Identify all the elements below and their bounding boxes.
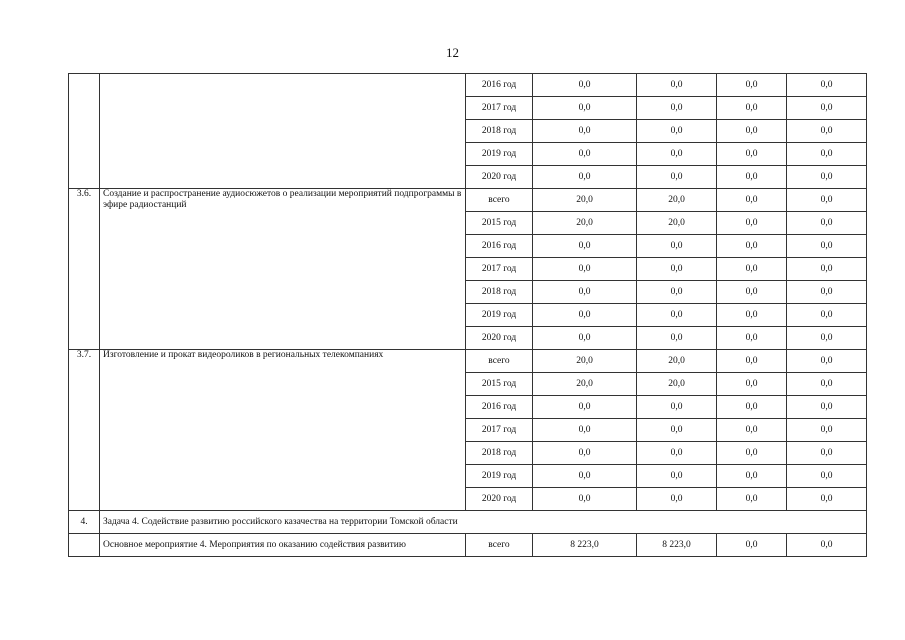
value-cell: 0,0: [533, 327, 637, 350]
value-cell: 0,0: [717, 166, 787, 189]
period-cell: 2017 год: [466, 258, 533, 281]
value-cell: 20,0: [637, 189, 717, 212]
value-cell: 0,0: [637, 235, 717, 258]
value-cell: 0,0: [637, 166, 717, 189]
value-cell: 0,0: [717, 350, 787, 373]
period-cell: 2019 год: [466, 304, 533, 327]
period-cell: 2015 год: [466, 373, 533, 396]
period-cell: 2020 год: [466, 488, 533, 511]
item-name-cell: Изготовление и прокат видеороликов в региональных телекомпаниях: [100, 350, 466, 511]
value-cell: 20,0: [637, 212, 717, 235]
value-cell: 0,0: [533, 97, 637, 120]
period-cell: 2018 год: [466, 281, 533, 304]
value-cell: 0,0: [717, 304, 787, 327]
value-cell: 0,0: [787, 143, 867, 166]
value-cell: 0,0: [717, 189, 787, 212]
value-cell: 20,0: [533, 212, 637, 235]
value-cell: 0,0: [717, 143, 787, 166]
value-cell: 8 223,0: [637, 534, 717, 557]
value-cell: 0,0: [717, 442, 787, 465]
period-cell: 2019 год: [466, 143, 533, 166]
value-cell: 0,0: [717, 281, 787, 304]
value-cell: 0,0: [717, 419, 787, 442]
period-cell: 2017 год: [466, 97, 533, 120]
period-cell: всего: [466, 350, 533, 373]
item-number-cell: [69, 74, 100, 189]
value-cell: 20,0: [533, 189, 637, 212]
value-cell: 0,0: [637, 143, 717, 166]
page-number: 12: [446, 45, 459, 60]
period-cell: 2017 год: [466, 419, 533, 442]
value-cell: 0,0: [637, 304, 717, 327]
period-cell: 2016 год: [466, 74, 533, 97]
value-cell: 0,0: [637, 419, 717, 442]
table-row: [69, 74, 867, 97]
value-cell: 0,0: [787, 488, 867, 511]
task-row: [69, 511, 867, 534]
value-cell: 0,0: [533, 465, 637, 488]
value-cell: 0,0: [637, 488, 717, 511]
value-cell: 0,0: [533, 166, 637, 189]
value-cell: 0,0: [637, 281, 717, 304]
value-cell: 0,0: [787, 304, 867, 327]
value-cell: 20,0: [637, 350, 717, 373]
period-cell: 2018 год: [466, 120, 533, 143]
value-cell: 0,0: [533, 258, 637, 281]
value-cell: 0,0: [787, 97, 867, 120]
value-cell: 0,0: [787, 120, 867, 143]
value-cell: 0,0: [637, 327, 717, 350]
value-cell: 0,0: [787, 166, 867, 189]
value-cell: 0,0: [787, 281, 867, 304]
value-cell: 0,0: [533, 442, 637, 465]
value-cell: 0,0: [533, 281, 637, 304]
value-cell: 0,0: [717, 396, 787, 419]
period-cell: 2020 год: [466, 166, 533, 189]
value-cell: 0,0: [717, 235, 787, 258]
value-cell: 0,0: [637, 258, 717, 281]
value-cell: 0,0: [637, 442, 717, 465]
value-cell: 0,0: [787, 235, 867, 258]
item-name-cell: [100, 74, 466, 189]
value-cell: 0,0: [787, 327, 867, 350]
value-cell: 0,0: [787, 212, 867, 235]
value-cell: 0,0: [533, 304, 637, 327]
item-name-cell: Создание и распространение аудиосюжетов о реализации мероприятий подпрограммы в эфире радиостанций: [100, 189, 466, 350]
value-cell: 20,0: [533, 350, 637, 373]
value-cell: 0,0: [533, 488, 637, 511]
value-cell: 0,0: [787, 396, 867, 419]
value-cell: 0,0: [533, 419, 637, 442]
value-cell: 0,0: [717, 327, 787, 350]
value-cell: 0,0: [787, 350, 867, 373]
main-event-number-cell: [69, 534, 100, 557]
value-cell: 0,0: [533, 396, 637, 419]
period-cell: всего: [466, 189, 533, 212]
value-cell: 0,0: [717, 212, 787, 235]
main-event-row: [69, 534, 867, 557]
task-number-cell: 4.: [69, 511, 100, 534]
table-row: [69, 350, 867, 373]
period-cell: 2016 год: [466, 396, 533, 419]
item-number-cell: 3.7.: [69, 350, 100, 511]
item-number-cell: 3.6.: [69, 189, 100, 350]
value-cell: 0,0: [637, 396, 717, 419]
value-cell: 0,0: [787, 189, 867, 212]
period-cell: 2019 год: [466, 465, 533, 488]
period-cell: 2015 год: [466, 212, 533, 235]
value-cell: 0,0: [787, 465, 867, 488]
value-cell: 0,0: [717, 534, 787, 557]
value-cell: 0,0: [637, 74, 717, 97]
value-cell: 0,0: [637, 120, 717, 143]
period-cell: 2018 год: [466, 442, 533, 465]
table-row: [69, 189, 867, 212]
value-cell: 0,0: [717, 120, 787, 143]
value-cell: 0,0: [533, 74, 637, 97]
value-cell: 0,0: [533, 120, 637, 143]
period-cell: всего: [466, 534, 533, 557]
value-cell: 0,0: [717, 258, 787, 281]
value-cell: 0,0: [717, 373, 787, 396]
period-cell: 2016 год: [466, 235, 533, 258]
value-cell: 0,0: [717, 465, 787, 488]
value-cell: 20,0: [637, 373, 717, 396]
table-body: [69, 74, 867, 557]
value-cell: 0,0: [533, 235, 637, 258]
value-cell: 0,0: [787, 74, 867, 97]
value-cell: 0,0: [787, 419, 867, 442]
task-text-cell: Задача 4. Содействие развитию российского казачества на территории Томской области: [100, 511, 867, 534]
value-cell: 8 223,0: [533, 534, 637, 557]
value-cell: 0,0: [637, 97, 717, 120]
main-event-name-cell: Основное мероприятие 4. Мероприятия по оказанию содействия развитию: [100, 534, 466, 557]
value-cell: 0,0: [787, 373, 867, 396]
value-cell: 0,0: [717, 74, 787, 97]
value-cell: 0,0: [787, 534, 867, 557]
budget-table: [68, 73, 867, 557]
value-cell: 0,0: [717, 97, 787, 120]
value-cell: 0,0: [637, 465, 717, 488]
value-cell: 0,0: [533, 143, 637, 166]
value-cell: 0,0: [787, 442, 867, 465]
period-cell: 2020 год: [466, 327, 533, 350]
value-cell: 0,0: [717, 488, 787, 511]
value-cell: 0,0: [787, 258, 867, 281]
value-cell: 20,0: [533, 373, 637, 396]
